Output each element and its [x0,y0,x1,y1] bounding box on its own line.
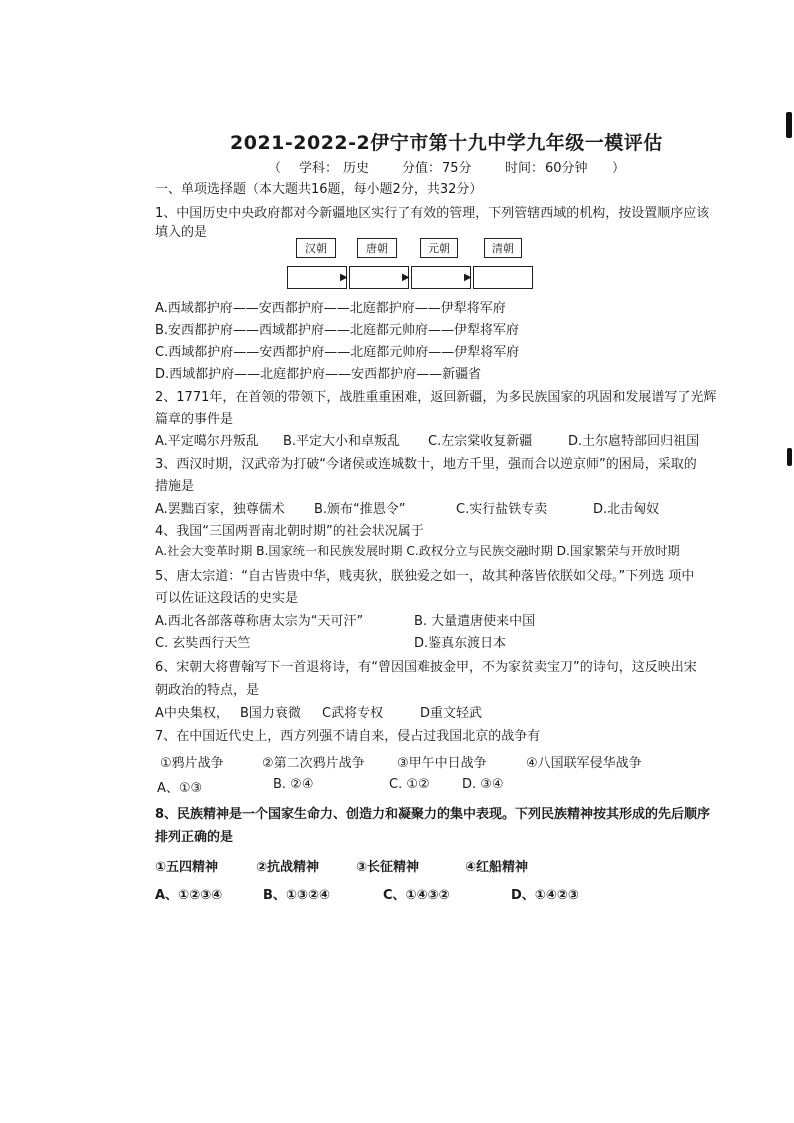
q1-option-c: C.西域都护府——安西都护府——北庭都元帅府——伊犁将军府 [155,345,520,360]
q7-stem: 7、在中国近代史上，西方列强不请自来，侵占过我国北京的战争有 [155,729,541,744]
q2-option-c: C.左宗棠收复新疆 [428,434,533,449]
q5-stem-line-2: 可以佐证这段话的史实是 [155,591,299,606]
dynasty-label-tang: 唐朝 [357,238,397,258]
scan-edge-mark-right [787,448,792,466]
q3-stem-line-1: 3、西汉时期，汉武帝为打破“今诸侯或连城数十，地方千里，强而合以逆京师”的困局，采取的 [155,457,697,472]
q5-option-d: D.鉴真东渡日本 [414,636,507,651]
q8-option-b: B、①③②④ [263,888,330,903]
subject-label: 学科： [299,161,339,176]
q7-option-c: C. ①② [389,777,430,792]
section-heading: 一、单项选择题（本大题共16题，每小题2分，共32分） [155,182,483,197]
q7-item-4: ④八国联军侵华战争 [526,756,642,771]
q2-stem-line-1: 2、1771年，在首领的带领下，战胜重重困难，返回新疆，为多民族国家的巩固和发展谱写了光辉 [155,390,717,405]
q8-item-4: ④红船精神 [465,860,529,875]
answer-box-1 [287,266,347,289]
q5-option-a: A.西北各部落尊称唐太宗为“天可汗” [155,614,364,629]
q3-option-d: D.北击匈奴 [593,502,660,517]
q7-item-1: ①鸦片战争 [160,756,224,771]
q2-stem-line-2: 篇章的事件是 [155,412,234,427]
q5-option-b: B. 大量遣唐使来中国 [414,614,536,629]
q2-option-b: B.平定大小和卓叛乱 [283,434,401,449]
arrow-right-icon: ▶ [402,272,410,283]
q7-option-b: B. ②④ [273,777,314,792]
answer-box-2 [349,266,409,289]
q6-option-d: D重文轻武 [420,706,483,721]
dynasty-label-qing: 清朝 [484,238,522,258]
answer-box-4 [473,266,533,289]
q6-stem-line-1: 6、宋朝大将曹翰写下一首退将诗，有“曾因国难披金甲，不为家贫卖宝刀”的诗句，这反映出宋 [155,660,697,675]
q1-option-d: D.西域都护府——北庭都护府——安西都护府——新疆省 [155,367,482,382]
q3-option-b: B.颁布“推恩令” [314,502,406,517]
q6-option-a: A中央集权， [155,706,229,721]
q8-item-2: ②抗战精神 [256,860,320,875]
q4-stem: 4、我国“三国两晋南北朝时期”的社会状况属于 [155,524,424,539]
time-value: 60分钟 [545,161,588,176]
time-label: 时间： [505,161,545,176]
score-value: 75分 [442,161,472,176]
q8-item-3: ③长征精神 [356,860,420,875]
q8-stem-line-1: 8、民族精神是一个国家生命力、创造力和凝聚力的集中表现。下列民族精神按其形成的先后顺序 [155,807,711,822]
q3-stem-line-2: 措施是 [155,479,195,494]
q8-option-c: C、①④③② [383,888,450,903]
q5-option-c: C. 玄奘西行天竺 [155,636,251,651]
dynasty-label-yuan: 元朝 [420,238,458,258]
q7-item-3: ③甲午中日战争 [397,756,487,771]
q5-stem-line-1: 5、唐太宗道：“自古皆贵中华，贱夷狄，朕独爱之如一，故其种落皆依朕如父母。”下列选 项中 [155,569,695,584]
info-paren-close: ） [612,161,626,176]
q7-option-a: A、①③ [157,781,203,796]
q8-item-1: ①五四精神 [155,860,219,875]
q1-option-a: A.西域都护府——安西都护府——北庭都护府——伊犁将军府 [155,301,506,316]
exam-title: 2021-2022-2伊宁市第十九中学九年级一模评估 [230,132,663,154]
q7-item-2: ②第二次鸦片战争 [262,756,365,771]
q6-option-c: C武将专权 [322,706,384,721]
q8-option-d: D、①④②③ [511,888,579,903]
q4-options: A.社会大变革时期 B.国家统一和民族发展时期 C.政权分立与民族交融时期 D.国家繁荣与开放时期 [155,544,680,558]
q3-option-a: A.罢黜百家，独尊儒术 [155,502,285,517]
dynasty-label-han: 汉朝 [296,238,336,258]
info-paren-open: （ [268,161,282,176]
q1-stem-line-2: 填入的是 [155,225,208,240]
score-label: 分值： [402,161,442,176]
q2-option-a: A.平定噶尔丹叛乱 [155,434,259,449]
answer-box-3 [411,266,471,289]
scan-edge-mark-top-right [786,112,792,138]
q1-stem-line-1: 1、中国历史中央政府都对今新疆地区实行了有效的管理，下列管辖西域的机构，按设置顺序应该 [155,206,710,221]
q7-option-d: D. ③④ [462,777,504,792]
q8-stem-line-2: 排列正确的是 [155,830,234,845]
subject-value: 历史 [343,161,370,176]
arrow-right-icon: ▶ [340,272,348,283]
q1-option-b: B.安西都护府——西域都护府——北庭都元帅府——伊犁将军府 [155,323,520,338]
q8-option-a: A、①②③④ [155,888,223,903]
q2-option-d: D.土尔扈特部回归祖国 [568,434,700,449]
arrow-right-icon: ▶ [464,272,472,283]
q6-stem-line-2: 朝政治的特点，是 [155,683,260,698]
q6-option-b: B国力衰微 [240,706,301,721]
q3-option-c: C.实行盐铁专卖 [456,502,548,517]
